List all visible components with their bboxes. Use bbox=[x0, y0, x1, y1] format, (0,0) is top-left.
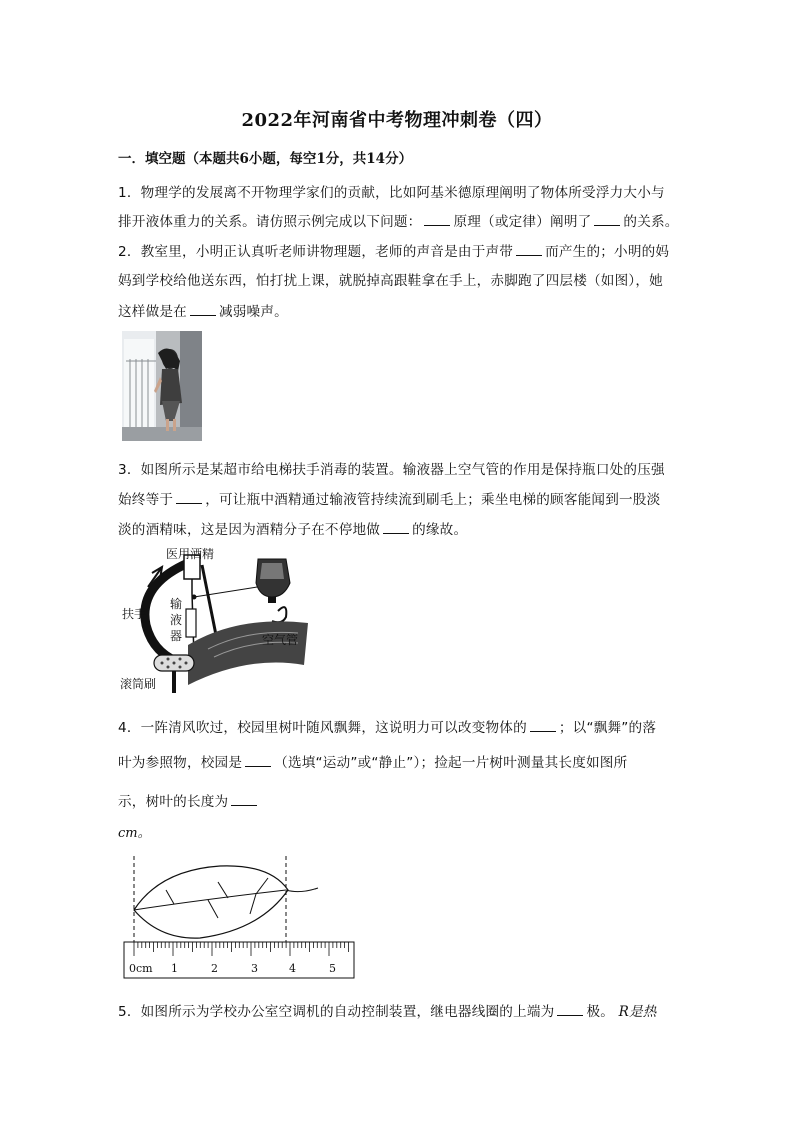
ruler-label-5: 5 bbox=[329, 962, 336, 975]
q3-text-c: 淡的酒精味，这是因为酒精分子在不停地做 bbox=[118, 522, 381, 538]
q2-line3 bbox=[118, 300, 288, 320]
q5-text-b: 极。 bbox=[586, 1004, 615, 1020]
q3-blank-1[interactable] bbox=[176, 491, 202, 504]
q4-unit: cm。 bbox=[118, 826, 151, 841]
label-infuser-2: 液 bbox=[170, 613, 183, 627]
page-title: 2022年河南省中考物理冲刺卷（四） bbox=[241, 110, 553, 131]
q2-blank-1[interactable] bbox=[516, 243, 542, 256]
q2-blank-2[interactable] bbox=[190, 303, 216, 316]
disinfection-device-figure bbox=[118, 545, 318, 695]
q1-line1: 1．物理学的发展离不开物理学家们的贡献，比如阿基米德原理阐明了物体所受浮力大小与 bbox=[118, 185, 665, 201]
section-heading: 一．填空题（本题共6小题，每空1分，共14分） bbox=[118, 151, 413, 167]
q3-text-d: 的缘故。 bbox=[412, 522, 468, 538]
q2-text-b: 而产生的；小明的妈 bbox=[545, 244, 670, 260]
ruler-label-1: 1 bbox=[171, 962, 178, 975]
q2-text-d: 减弱噪声。 bbox=[218, 304, 288, 320]
q4-text-c: 叶为参照物，校园是 bbox=[118, 755, 243, 771]
ruler-label-2: 2 bbox=[211, 962, 218, 975]
q4-text-d: （选填“运动”或“静止”）；捡起一片树叶测量其长度如图所 bbox=[274, 755, 628, 771]
q3-line3 bbox=[118, 518, 467, 538]
label-handrail: 扶手 bbox=[122, 607, 147, 621]
q3-text-a: 始终等于 bbox=[118, 492, 174, 508]
q1-blank-1[interactable] bbox=[424, 213, 450, 226]
q5-line1 bbox=[118, 1000, 657, 1020]
q4-text-a: 4．一阵清风吹过，校园里树叶随风飘舞，这说明力可以改变物体的 bbox=[118, 720, 527, 736]
device-drawing bbox=[118, 545, 318, 695]
ruler-label-0: 0cm bbox=[129, 962, 153, 975]
label-air-tube: 空气管 bbox=[262, 633, 299, 647]
barefoot-stairs-photo bbox=[122, 331, 202, 441]
q1-text-c: 的关系。 bbox=[623, 214, 679, 230]
label-roller-brush: 滚筒刷 bbox=[120, 677, 157, 691]
q1-blank-2[interactable] bbox=[594, 213, 620, 226]
q4-text-e: 示，树叶的长度为 bbox=[118, 794, 229, 810]
q5-text-a: 5．如图所示为学校办公室空调机的自动控制装置，继电器线圈的上端为 bbox=[118, 1004, 555, 1020]
q4-text-b: ；以“飘舞”的落 bbox=[558, 720, 657, 736]
q1-text-a: 排开液体重力的关系。请仿照示例完成以下问题： bbox=[118, 214, 422, 230]
q5-text-c: R是热 bbox=[618, 1004, 657, 1020]
q2-line2: 妈到学校给他送东西，怕打扰上课，就脱掉高跟鞋拿在手上，赤脚跑了四层楼（如图），她 bbox=[118, 273, 663, 289]
q3-text-b: ，可让瓶中酒精通过输液管持续流到刷毛上；乘坐电梯的顾客能闻到一股淡 bbox=[205, 492, 661, 508]
label-infuser-1: 输 bbox=[170, 597, 183, 611]
q1-text-b: 原理（或定律）阐明了 bbox=[453, 214, 592, 230]
q4-line3 bbox=[118, 790, 260, 810]
leaf-ruler-figure bbox=[120, 852, 360, 982]
q3-line2 bbox=[118, 488, 660, 508]
q2-text-a: 2．教室里，小明正认真听老师讲物理题，老师的声音是由于声带 bbox=[118, 244, 514, 260]
ruler-label-4: 4 bbox=[289, 962, 296, 975]
q3-line1: 3．如图所示是某超市给电梯扶手消毒的装置。输液器上空气管的作用是保持瓶口处的压强 bbox=[118, 462, 665, 478]
q4-line1 bbox=[118, 716, 656, 736]
label-medical-alcohol: 医用酒精 bbox=[166, 547, 215, 561]
q2-text-c: 这样做是在 bbox=[118, 304, 187, 320]
q4-blank-2[interactable] bbox=[245, 754, 271, 767]
label-infuser-3: 器 bbox=[170, 629, 183, 643]
q2-line1 bbox=[118, 240, 669, 260]
q4-blank-3[interactable] bbox=[231, 793, 257, 806]
q3-blank-2[interactable] bbox=[383, 521, 409, 534]
ruler-label-3: 3 bbox=[251, 962, 258, 975]
q1-line2 bbox=[118, 210, 679, 230]
q5-blank-1[interactable] bbox=[557, 1003, 583, 1016]
q4-line2 bbox=[118, 751, 627, 771]
q4-blank-1[interactable] bbox=[530, 719, 556, 732]
leaf-drawing bbox=[120, 852, 360, 982]
